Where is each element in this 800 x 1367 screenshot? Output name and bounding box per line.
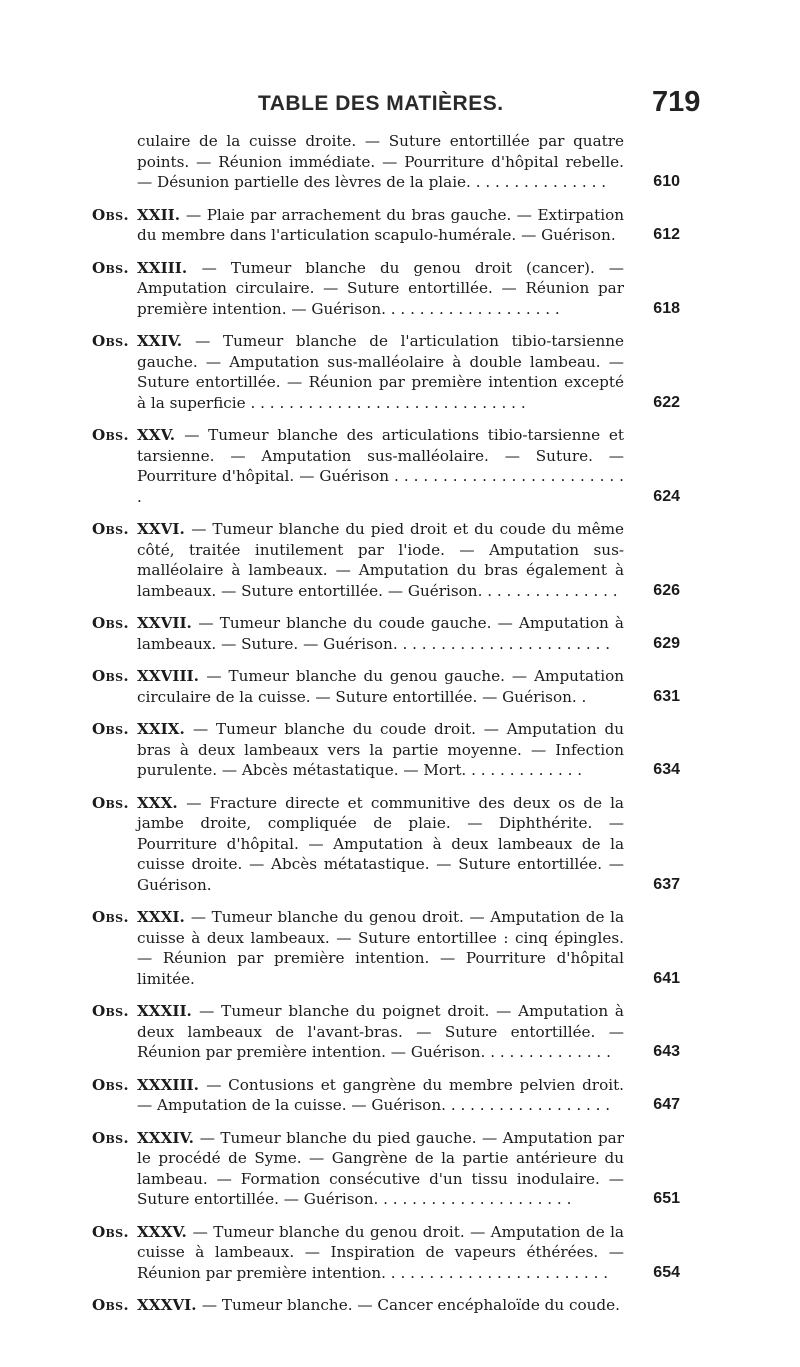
entry-number: XXIX. xyxy=(137,720,194,738)
entry-page-ref: 624 xyxy=(653,487,680,505)
entry-text: — Tumeur blanche de l'articulation tibio-tarsienne gauche. — Amputation sus-malléolaire à double lambeau. — Suture entortillée. — Réunion par première intention excepté à la superficie . . . . . . . . . . . . . . . . . . . . . . . . . . . . . xyxy=(137,332,625,412)
entry-number: XXXIV. xyxy=(137,1128,200,1147)
entry-number: XXVIII. xyxy=(137,667,207,685)
entry-page-ref: 629 xyxy=(653,634,680,652)
entry-number: XXXII. xyxy=(137,1002,200,1020)
toc-entry xyxy=(92,907,680,989)
entry-number: XXVI. xyxy=(137,520,192,538)
entry-page-ref: 626 xyxy=(653,581,680,599)
entry-text: — Contusions et gangrène du membre pelvien droit. — Amputation de la cuisse. — Guérison. . . . . . . . . . . . . . . . . . xyxy=(137,1075,624,1114)
entry-label: Obs. xyxy=(92,1075,129,1094)
entry-number: XXXI. xyxy=(137,908,191,926)
toc-entry xyxy=(92,793,680,896)
toc-entry xyxy=(92,613,680,654)
entry-number: XXXIII. xyxy=(137,1075,207,1094)
entry-page-ref: 647 xyxy=(653,1096,680,1113)
entry-text: — Tumeur blanche du coude gauche. — Amputation à lambeaux. — Suture. — Guérison. . . . . . . . . . . . . . . . . . . . . . . xyxy=(137,614,624,653)
page-title: TABLE DES MATIÈRES. xyxy=(258,92,504,115)
toc-entry xyxy=(92,205,680,246)
table-of-contents xyxy=(92,131,680,1328)
running-head xyxy=(0,86,800,122)
entry-number: XXII. xyxy=(137,205,187,224)
entry-label: Obs. xyxy=(92,258,129,277)
entry-number: XXV. xyxy=(137,426,185,444)
toc-entry xyxy=(92,331,680,413)
toc-entry xyxy=(92,1075,680,1116)
entry-text: — Tumeur blanche du genou droit. — Amputation de la cuisse à lambeaux. — Inspiration de vapeurs éthérées. — Réunion par première intention. . . . . . . . . . . . . . . . . . . . . . . . xyxy=(137,1222,624,1282)
entry-label: Obs. xyxy=(92,793,129,812)
entry-page-ref: 651 xyxy=(653,1190,680,1207)
entry-number: XXX. xyxy=(137,793,187,812)
toc-entry xyxy=(92,719,680,781)
entry-text: culaire de la cuisse droite. — Suture entortillée par quatre points. — Réunion immédiate. — Pourriture d'hôpital rebelle. — Désunion partielle des lèvres de la plaie. . . . . . . . . . . . . . . xyxy=(137,132,624,191)
toc-entry xyxy=(92,1295,680,1316)
entry-text: — Fracture directe et communitive des deux os de la jambe droite, compliquée de plaie. — Diphthérite. — Pourriture d'hôpital. — Amputation à deux lambeaux de la cuisse droite. — Abcès métatastique. — Suture entortillée. — Guérison. xyxy=(137,793,624,894)
entry-page-ref: 654 xyxy=(653,1263,680,1281)
entry-page-ref: 622 xyxy=(653,393,680,411)
entry-text: — Tumeur blanche du genou droit. — Amputation de la cuisse à deux lambeaux. — Suture entortillee : cinq épingles. — Réunion par première intention. — Pourriture d'hôpital limitée. xyxy=(137,908,625,988)
entry-page-ref: 641 xyxy=(653,969,680,987)
entry-label: Obs. xyxy=(92,205,129,224)
toc-entry xyxy=(92,258,680,320)
toc-entry xyxy=(92,1222,680,1284)
entry-label: Obs. xyxy=(92,908,129,926)
entry-number: XXXVI. xyxy=(137,1296,202,1314)
entry-text: — Tumeur blanche du genou droit (cancer). — Amputation circulaire. — Suture entortillée. — Réunion par première intention. — Guérison. . . . . . . . . . . . . . . . . . . xyxy=(137,258,624,318)
entry-label: Obs. xyxy=(92,1128,129,1147)
entry-text: — Tumeur blanche du poignet droit. — Amputation à deux lambeaux de l'avant-bras. — Suture entortillée. — Réunion par première intention. — Guérison. . . . . . . . . . . . . . xyxy=(137,1002,624,1061)
entry-text: — Tumeur blanche du pied droit et du coude du même côté, traitée inutilement par l'iode. — Amputation sus-malléolaire à lambeaux. — Amputation du bras également à lambeaux. — Suture entortillée. — Guérison. . . . . . . . . . . . . . . xyxy=(137,520,625,600)
entry-label: Obs. xyxy=(92,614,129,632)
entry-number: XXVII. xyxy=(137,614,199,632)
entry-text: — Tumeur blanche du genou gauche. — Amputation circulaire de la cuisse. — Suture entortillée. — Guérison. . xyxy=(137,667,624,706)
toc-entry xyxy=(92,1128,680,1210)
entry-text: — Tumeur blanche des articulations tibio-tarsienne et tarsienne. — Amputation sus-malléolaire. — Suture. — Pourriture d'hôpital. — Guérison . . . . . . . . . . . . . . . . . . . . . . . . . xyxy=(137,426,624,506)
entry-number: XXXV. xyxy=(137,1222,193,1241)
entry-page-ref: 643 xyxy=(653,1043,680,1060)
entry-number: XXIV. xyxy=(137,332,196,350)
page-number: 719 xyxy=(652,86,701,118)
entry-page-ref: 612 xyxy=(653,226,680,243)
entry-page-ref: 637 xyxy=(653,875,680,893)
entry-page-ref: 634 xyxy=(653,761,680,778)
entry-text: — Plaie par arrachement du bras gauche. — Extirpation du membre dans l'articulation scapulo-humérale. — Guérison. xyxy=(137,205,624,244)
entry-label: Obs. xyxy=(92,520,129,538)
toc-entry xyxy=(92,131,680,193)
entry-number: XXIII. xyxy=(137,258,202,277)
entry-label: Obs. xyxy=(92,720,129,738)
entry-label: Obs. xyxy=(92,1002,129,1020)
entry-label: Obs. xyxy=(92,332,129,350)
entry-label: Obs. xyxy=(92,1222,129,1241)
entry-page-ref: 631 xyxy=(653,687,680,705)
toc-entry xyxy=(92,666,680,707)
entry-label: Obs. xyxy=(92,667,129,685)
toc-entry xyxy=(92,1001,680,1063)
toc-entry xyxy=(92,519,680,601)
entry-label: Obs. xyxy=(92,1296,129,1314)
entry-text: — Tumeur blanche du coude droit. — Amputation du bras à deux lambeaux vers la partie moyenne. — Infection purulente. — Abcès métastatique. — Mort. . . . . . . . . . . . . xyxy=(137,720,624,779)
entry-text: — Tumeur blanche du pied gauche. — Amputation par le procédé de Syme. — Gangrène de la partie antérieure du lambeau. — Formation consécutive d'un tissu inodulaire. — Suture entortillée. — Guérison. . . . . . . . . . . . . . . . . . . . . xyxy=(137,1128,624,1208)
entry-text: — Tumeur blanche. — Cancer encéphaloïde du coude. xyxy=(201,1296,620,1314)
entry-page-ref: 618 xyxy=(653,299,680,317)
entry-page-ref: 610 xyxy=(653,173,680,190)
toc-entry xyxy=(92,425,680,507)
entry-label: Obs. xyxy=(92,426,129,444)
